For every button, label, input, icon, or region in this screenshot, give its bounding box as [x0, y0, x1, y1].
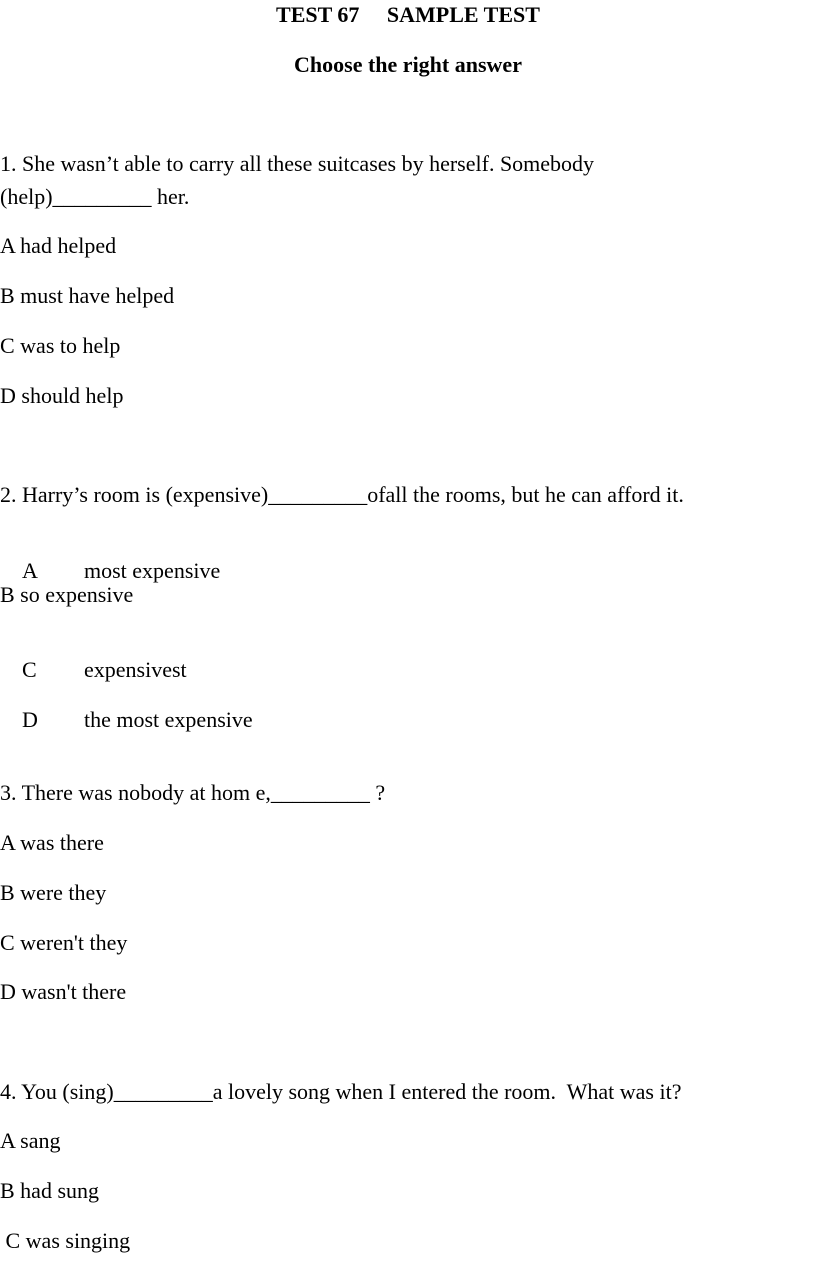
option-letter: D: [22, 707, 38, 732]
option-text: the most expensive: [84, 707, 253, 732]
option-d: [0, 681, 253, 759]
question-stem: 1. She wasn’t able to carry all these suitcases by herself. Somebody: [0, 151, 595, 176]
option-d: D wasn't there: [0, 979, 127, 1004]
instructions-heading: Choose the right answer: [294, 52, 522, 77]
option-a: A sang: [0, 1128, 61, 1153]
option-b: B had sung: [0, 1178, 99, 1203]
question-stem: 4. You (sing)_________a lovely song when I entered the room. What was it?: [0, 1079, 682, 1104]
question-stem: 3. There was nobody at hom e,_________ ?: [0, 780, 386, 805]
option-d: D should help: [0, 383, 124, 408]
option-text: most expensive: [84, 558, 221, 583]
question-stem: 2. Harry’s room is (expensive)_________ofall the rooms, but he can afford it.: [0, 482, 684, 507]
question-stem-continued: (help)_________ her.: [0, 184, 190, 209]
option-text: expensivest: [84, 657, 187, 682]
option-a: A had helped: [0, 233, 117, 258]
option-letter: C: [22, 657, 37, 682]
option-c: C weren't they: [0, 930, 128, 955]
option-b: B so expensive: [0, 582, 134, 607]
option-a: A was there: [0, 830, 104, 855]
test-title: TEST 67 SAMPLE TEST: [276, 2, 540, 27]
option-c: C was to help: [0, 333, 121, 358]
option-c: C was singing: [0, 1228, 131, 1253]
option-b: B were they: [0, 880, 107, 905]
option-b: B must have helped: [0, 283, 175, 308]
option-letter: A: [22, 558, 38, 583]
